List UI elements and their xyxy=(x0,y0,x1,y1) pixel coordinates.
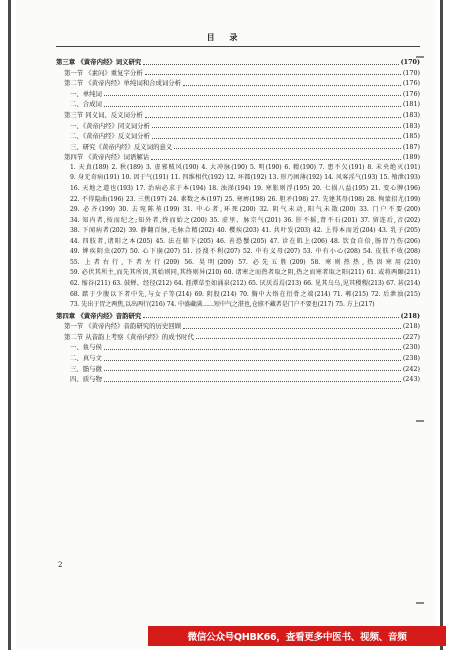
gloss-entry: 41. 共叶发(203) xyxy=(261,227,311,235)
gloss-entry: 63. 鼓蝉、经径(212) xyxy=(112,279,172,287)
gloss-entry: 52. 中有义母(207) xyxy=(242,248,300,256)
edge-mark xyxy=(416,420,424,422)
gloss-entry: 47. 诊在肌上(206) xyxy=(269,237,328,245)
toc-entry xyxy=(56,311,420,322)
dot-leader xyxy=(104,106,401,107)
toc-entry-title: 二、《黄帝内经》反义词分析 xyxy=(70,132,150,141)
gloss-entry: 60. 诸寒之而热者取之阴,热之而寒者取之阳(211) xyxy=(223,269,365,277)
gloss-entry: 56. 昊明(209) xyxy=(184,258,234,266)
dot-leader xyxy=(145,117,401,118)
toc-entry-title: 第四节 《黄帝内经》词语解诂 xyxy=(64,153,150,162)
toc-entry xyxy=(56,131,420,142)
gloss-entry: 72. 后泄浊(215) xyxy=(370,290,420,298)
toc-entry xyxy=(56,68,420,79)
gloss-entry: 14. 风客淫气(193) xyxy=(324,174,378,182)
gloss-entry: 8. 未央绝灭(191) xyxy=(367,163,421,171)
toc-entry xyxy=(56,321,420,332)
toc-entry-title: 三、脂与微 xyxy=(70,364,102,373)
gloss-entry: 53. 中有小心(208) xyxy=(303,248,361,256)
toc-entry xyxy=(56,332,420,343)
gloss-entry: 44. 四肢者,诸阳之本(205) xyxy=(70,237,153,245)
gloss-entry: 5. 明(190) xyxy=(250,163,282,171)
toc-entry xyxy=(56,78,420,89)
toc-entry xyxy=(56,142,420,153)
toc-entry-page: (238) xyxy=(402,354,420,363)
gloss-entry: 2. 秋(189) xyxy=(111,163,143,171)
gloss-entry: 25. 寒痹(198) xyxy=(224,195,266,203)
dot-leader xyxy=(104,349,401,350)
toc-entry-title: 第二节 从音韵上考察《黄帝内经》的成书时代 xyxy=(64,332,194,341)
gloss-entry: 18. 浊涕(194) xyxy=(208,185,251,193)
dot-leader xyxy=(104,370,401,371)
gloss-entry: 46. 善恐蟹(205) xyxy=(216,237,267,245)
gloss-entry: 74. 中盛藏满……短中气之湛也,仓廪不藏者是门户不要也(217) xyxy=(166,301,334,309)
gloss-entry: 59. 必伏其所主,而先其所因,其始则同,其终则异(210) xyxy=(70,269,222,277)
toc-entry-title: 三、研究《黄帝内经》反义词的意义 xyxy=(70,142,173,151)
page-title: 目 录 xyxy=(206,32,244,42)
toc-entry-title: 第四章 《黄帝内经》音韵研究 xyxy=(56,311,142,320)
page-frame-right xyxy=(440,0,443,650)
toc-entry xyxy=(56,342,420,353)
gloss-entry: 22. 不得隐曲(196) xyxy=(70,195,124,203)
dot-leader xyxy=(104,95,401,96)
toc-entry-title: 二、真与文 xyxy=(70,354,102,363)
toc-entry-page: (183) xyxy=(402,111,420,120)
toc-entry-page: (227) xyxy=(402,332,420,341)
gloss-entry: 48. 饮食自倍,肠胃乃伤(206) xyxy=(330,237,420,245)
gloss-entry: 54. 皮肤不收(208) xyxy=(363,248,421,256)
gloss-entry: 28. 徇蒙招尤(199) xyxy=(366,195,421,203)
gloss-entry: 4. 大冲脉(190) xyxy=(201,163,248,171)
toc-entry-page: (181) xyxy=(402,100,420,109)
gloss-entry: 32. 阴气未动,阳气未散(200) xyxy=(259,206,356,214)
dot-leader xyxy=(152,127,401,128)
gloss-entry: 70. 胸中大络在衍骨之端(214) xyxy=(239,290,331,298)
gloss-entry: 11. 四维相代(192) xyxy=(170,174,224,182)
gloss-entry: 71. 郫(215) xyxy=(333,290,369,298)
gloss-entry: 43. 乳子(205) xyxy=(378,227,421,235)
gloss-entry: 65. 厌厌焉焉(213) xyxy=(248,279,302,287)
dot-leader xyxy=(152,138,401,139)
toc-entry-title: 一、《黄帝内经》同义词分析 xyxy=(70,121,150,130)
dot-leader xyxy=(145,74,401,75)
toc-section-chapter-4 xyxy=(56,311,420,385)
toc-entry xyxy=(56,353,420,364)
toc-entry xyxy=(56,121,420,132)
gloss-entry: 36. 肝不摇,肾不石(201) xyxy=(283,216,358,224)
page-number: 2 xyxy=(58,561,63,569)
gloss-entry: 57. 必先五胜(209) xyxy=(238,258,306,266)
gloss-entry: 38. 下闻病者(202) xyxy=(70,227,126,235)
gloss-entry: 3. 虚邪贼风(190) xyxy=(145,163,199,171)
toc-entry-page: (218) xyxy=(400,311,420,320)
toc-entry-page: (187) xyxy=(402,142,420,151)
gloss-entry: 9. 身无奇病(191) xyxy=(70,174,120,182)
gloss-entry: 15. 飧泄(193) xyxy=(379,174,421,182)
gloss-entry: 39. 静翻百脉,毛脉合精(202) xyxy=(128,227,215,235)
gloss-entry: 27. 先建其母(198) xyxy=(310,195,365,203)
toc-entry xyxy=(56,374,420,385)
gloss-entry: 26. 胆矛(198) xyxy=(267,195,309,203)
toc-entry-title: 一、鱼与侯 xyxy=(70,343,102,352)
dot-leader xyxy=(143,64,398,65)
gloss-entry: 7. 患不欠(191) xyxy=(318,163,365,171)
toc-entry-page: (185) xyxy=(402,132,420,141)
gloss-entry: 12. 坏都(192) xyxy=(226,174,267,182)
gloss-entry: 67. 甚(214) xyxy=(386,279,421,287)
dot-leader xyxy=(196,338,401,339)
page-frame-left xyxy=(8,0,11,650)
gloss-entry: 30. 去宛陈莝(199) xyxy=(118,206,180,214)
promo-banner: 微信公众号QHBK66，查看更多中医书、视频、音频 xyxy=(148,626,446,646)
gloss-entry: 75. 方上(217) xyxy=(335,301,375,309)
gloss-entry: 62. 缩谷(211) xyxy=(70,279,111,287)
toc-section-chapter-3 xyxy=(56,57,420,163)
dot-leader xyxy=(151,159,401,160)
toc-entry-page: (176) xyxy=(402,79,420,88)
edge-mark xyxy=(416,602,424,604)
table-of-contents xyxy=(56,57,420,385)
gloss-entry: 19. 寒胀则浮(195) xyxy=(253,185,310,193)
gloss-entry: 21. 变心脾(196) xyxy=(371,185,421,193)
gloss-entry: 68. 踮于少腹以下者中先,与女子等(214) xyxy=(70,290,192,298)
gloss-entry: 13. 形乃困薄(192) xyxy=(268,174,322,182)
gloss-entry: 73. 先出于胃之两焦,以出两行(216) xyxy=(70,301,165,309)
gloss-entry: 29. 必齐(199) xyxy=(70,206,115,214)
toc-entry-title: 四、质与物 xyxy=(70,375,102,384)
gloss-entry: 31. 中心者,环死(200) xyxy=(183,206,256,214)
toc-entry xyxy=(56,110,420,121)
toc-entry-page: (170) xyxy=(400,58,420,67)
gloss-entry: 33. 门户不要(200) xyxy=(359,206,420,214)
toc-entry xyxy=(56,57,420,68)
toc-entry-title: 二、合成词 xyxy=(70,100,102,109)
gloss-entry: 49. 婢疾阴虫(207) xyxy=(70,248,128,256)
gloss-entry: 23. 三焦(197) xyxy=(125,195,167,203)
gloss-entry: 66. 见其乌乌,见其稷稷(213) xyxy=(303,279,384,287)
toc-entry-page: (230) xyxy=(402,343,420,352)
gloss-entry: 24. 素数之本(197) xyxy=(168,195,223,203)
dot-leader xyxy=(143,317,398,318)
dot-leader xyxy=(174,148,401,149)
dot-leader xyxy=(104,360,401,361)
gloss-entry: 34. 知内者,按而纪之;知外者,终而始之(200) xyxy=(70,216,207,224)
gloss-entry: 16. 天地之道也(193) xyxy=(70,185,133,193)
toc-entry xyxy=(56,152,420,163)
gloss-entry: 17. 治病必求于本(194) xyxy=(135,185,206,193)
gloss-entry: 61. 或将两颐(211) xyxy=(366,269,421,277)
gloss-entry: 40. 樱疾(203) xyxy=(216,227,259,235)
gloss-entry: 51. 泾溲不利(207) xyxy=(182,248,240,256)
toc-entry-title: 一、单纯词 xyxy=(70,89,102,98)
gloss-entry: 42. 上得本而近(204) xyxy=(313,227,376,235)
gloss-entry: 50. 心下崩(207) xyxy=(130,248,180,256)
gloss-entry: 20. 七损八益(195) xyxy=(312,185,369,193)
gloss-entry: 55. 上者右行,下者左行(209) xyxy=(70,258,180,266)
gloss-entry: 10. 因于气(191) xyxy=(121,174,169,182)
gloss-entry: 35. 虚里、脉宗气(201) xyxy=(209,216,281,224)
gloss-entry: 6. 精(190) xyxy=(284,163,316,171)
toc-entry-page: (176) xyxy=(402,89,420,98)
gloss-entry: 45. 法在肺下(205) xyxy=(155,237,214,245)
toc-entry-page: (189) xyxy=(402,153,420,162)
toc-entry-title: 第三章 《黄帝内经》词义研究 xyxy=(56,58,142,67)
toc-entry-page: (242) xyxy=(402,364,420,373)
toc-entry-title: 第一节 《黄帝内经》音韵研究的历史回顾 xyxy=(64,322,182,331)
toc-entry-title: 第三节 同义词、反义词分析 xyxy=(64,111,143,120)
gloss-entry: 37. 留连后,音(202) xyxy=(360,216,420,224)
gloss-entry-list xyxy=(56,163,420,311)
gloss-entry: 1. 天真(189) xyxy=(70,163,109,171)
dot-leader xyxy=(183,328,401,329)
gloss-entry: 69. 阴股(214) xyxy=(194,290,237,298)
toc-entry xyxy=(56,99,420,110)
dot-leader xyxy=(183,85,401,86)
toc-entry-page: (170) xyxy=(402,68,420,77)
header-rule xyxy=(56,46,420,47)
gloss-entry: 64. 涯潭草至如涌泉(212) xyxy=(173,279,246,287)
gloss-entry: 58. 寒则热热,热因寒用(210) xyxy=(310,258,420,266)
toc-entry-title: 第一节 《素问》重复字分析 xyxy=(64,68,143,77)
toc-entry xyxy=(56,89,420,100)
dot-leader xyxy=(104,381,401,382)
toc-entry-title: 第二节 《黄帝内经》单纯词和合成词分析 xyxy=(64,79,182,88)
toc-entry-page: (218) xyxy=(402,322,420,331)
toc-entry xyxy=(56,364,420,375)
toc-entry-page: (243) xyxy=(402,375,420,384)
toc-entry-page: (183) xyxy=(402,121,420,130)
